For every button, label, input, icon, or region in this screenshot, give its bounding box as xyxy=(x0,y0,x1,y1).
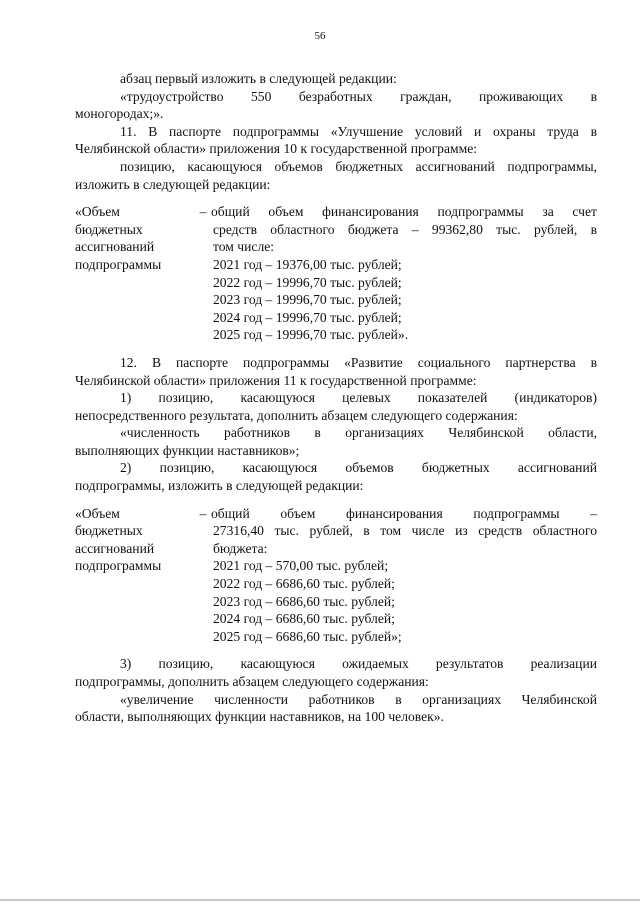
value-line: 27316,40 тыс. рублей, в том числе из средств областного xyxy=(213,523,597,539)
item12-p2-line-b: подпрограммы, изложить в следующей редакции: xyxy=(75,478,364,494)
intro-line-2b: моногородах;». xyxy=(75,106,164,122)
year-line: 2024 год – 19996,70 тыс. рублей; xyxy=(213,309,402,325)
item3-p3-line-b: подпрограммы, дополнить абзацем следующего содержания: xyxy=(75,674,429,689)
item3-q3-line-b: области, выполняющих функции наставников, на 100 человек». xyxy=(75,709,444,725)
year-line: 2025 год – 6686,60 тыс. рублей»; xyxy=(213,628,402,644)
budget-table-2-label xyxy=(75,505,195,646)
value-line: общий объем финансирования подпрограммы за счет xyxy=(211,204,597,220)
intro-line-2a: «трудоустройство 550 безработных граждан, проживающих в xyxy=(120,88,597,104)
label-line: бюджетных xyxy=(75,523,143,539)
label-line: ассигнований xyxy=(75,540,155,556)
item12-line-1: 12. В паспорте подпрограммы «Развитие социального партнерства в xyxy=(120,354,597,370)
item3-p3-line-a: 3) позицию, касающуюся ожидаемых результатов реализации xyxy=(120,656,597,672)
label-line: «Объем xyxy=(75,505,120,521)
year-line: 2022 год – 19996,70 тыс. рублей; xyxy=(213,274,402,290)
label-line: ассигнований xyxy=(75,239,155,255)
dash-separator: – xyxy=(199,204,207,220)
label-line: бюджетных xyxy=(75,221,143,237)
year-line: 2022 год – 6686,60 тыс. рублей; xyxy=(213,576,395,592)
item12-q1-line-a: «численность работников в организациях Челябинской области, xyxy=(120,425,597,441)
year-line: 2023 год – 6686,60 тыс. рублей; xyxy=(213,593,395,609)
scan-edge-line xyxy=(0,899,640,901)
value-line: бюджета: xyxy=(213,540,268,556)
item11-line-3: позицию, касающуюся объемов бюджетных ассигнований подпрограммы, xyxy=(120,158,597,174)
budget-table-1-value xyxy=(211,203,597,344)
label-line: подпрограммы xyxy=(75,558,162,574)
page-number: 56 xyxy=(314,30,326,42)
budget-table-2 xyxy=(75,505,597,646)
label-line: подпрограммы xyxy=(75,256,162,272)
budget-table-2-value xyxy=(211,505,597,646)
item11-line-1: 11. В паспорте подпрограммы «Улучшение условий и охраны труда в xyxy=(120,123,597,139)
budget-table-1-label xyxy=(75,203,195,344)
item12-p1-line-a: 1) позицию, касающуюся целевых показателей (индикаторов) xyxy=(120,390,597,406)
year-line: 2025 год – 19996,70 тыс. рублей». xyxy=(213,327,409,343)
dash-separator: – xyxy=(199,505,207,521)
item11-line-4: изложить в следующей редакции: xyxy=(75,176,271,192)
item3-q3-line-a: «увеличение численности работников в организациях Челябинской xyxy=(120,691,597,707)
year-line: 2024 год – 6686,60 тыс. рублей; xyxy=(213,611,395,627)
item12-p1-line-b: непосредственного результата, дополнить абзацем следующего содержания: xyxy=(75,407,518,423)
item12-p2-line-a: 2) позицию, касающуюся объемов бюджетных ассигнований xyxy=(120,460,597,476)
value-line: средств областного бюджета – 99362,80 тыс. рублей, в xyxy=(213,221,597,237)
year-line: 2023 год – 19996,70 тыс. рублей; xyxy=(213,292,402,308)
value-line: том числе: xyxy=(213,239,275,255)
item12-q1-line-b: выполняющих функции наставников»; xyxy=(75,442,300,458)
document-body xyxy=(75,70,597,726)
value-line: общий объем финансирования подпрограммы – xyxy=(211,505,597,521)
year-line: 2021 год – 570,00 тыс. рублей; xyxy=(213,558,389,574)
year-line: 2021 год – 19376,00 тыс. рублей; xyxy=(213,256,402,272)
item11-line-2: Челябинской области» приложения 10 к государственной программе: xyxy=(75,141,478,157)
budget-table-1 xyxy=(75,203,597,344)
intro-line-1: абзац первый изложить в следующей редакции: xyxy=(120,71,397,86)
item12-line-2: Челябинской области» приложения 11 к государственной программе: xyxy=(75,372,477,388)
label-line: «Объем xyxy=(75,204,120,220)
